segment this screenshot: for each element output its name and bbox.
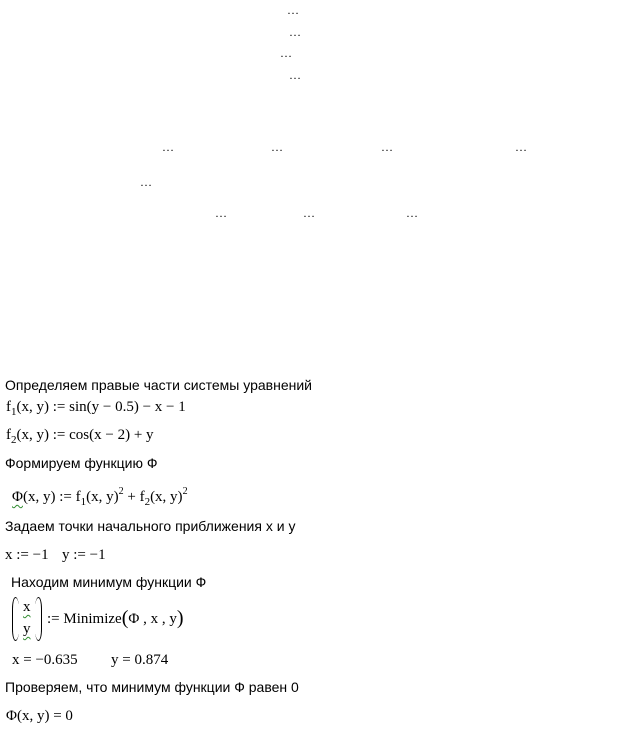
comment-check-zero: Проверяем, что минимум функции Ф равен 0	[5, 679, 299, 695]
collapsed-region-marker[interactable]: …	[381, 140, 393, 154]
collapsed-region-marker[interactable]: …	[406, 206, 418, 220]
phi-term1-subscript: 1	[80, 496, 87, 508]
collapsed-region-marker[interactable]: …	[515, 140, 527, 154]
comment-initial-point: Задаем точки начального приближения x и y	[5, 518, 296, 534]
vector-x: x	[23, 599, 31, 615]
f2-args: (x, y) :=	[16, 427, 70, 443]
minimize-assign: := Minimize	[47, 611, 122, 627]
collapsed-region-marker[interactable]: …	[289, 25, 301, 39]
phi-term1: f	[75, 489, 81, 505]
comment-define-rhs: Определяем правые части системы уравнений	[5, 377, 312, 393]
comment-find-minimum: Находим минимум функции Ф	[11, 574, 207, 590]
collapsed-region-marker[interactable]: …	[162, 140, 174, 154]
phi-term2-power: 2	[182, 486, 188, 497]
f1-rhs: sin(y − 0.5) − x − 1	[69, 399, 186, 415]
collapsed-region-marker[interactable]: …	[287, 3, 299, 17]
vector-y: y	[23, 621, 31, 637]
phi-term1-args: (x, y)	[86, 489, 119, 505]
vector-right-paren	[35, 597, 42, 641]
collapsed-region-marker[interactable]: …	[271, 140, 283, 154]
collapsed-region-marker[interactable]: …	[303, 206, 315, 220]
f2-subscript: 2	[11, 434, 17, 446]
f2-name: f	[6, 427, 11, 443]
collapsed-region-marker[interactable]: …	[215, 206, 227, 220]
phi-def-args: (x, y) :=	[22, 489, 76, 505]
collapsed-region-marker[interactable]: …	[140, 175, 152, 189]
comment-form-function: Формируем функцию Ф	[5, 455, 158, 471]
phi-term1-power: 2	[118, 486, 124, 497]
f1-definition[interactable]	[6, 398, 186, 417]
minimize-args: Φ , x , y	[128, 611, 177, 627]
minimize-open-paren: (	[121, 607, 129, 629]
phi-term2-args: (x, y)	[150, 489, 183, 505]
f2-definition[interactable]	[6, 426, 154, 445]
check-expression[interactable]: Φ(x, y) = 0	[6, 708, 73, 724]
vector-left-paren	[12, 597, 19, 641]
f1-subscript: 1	[11, 406, 17, 418]
f1-args: (x, y) :=	[16, 399, 70, 415]
collapsed-region-marker[interactable]: …	[280, 46, 292, 60]
phi-term2-subscript: 2	[144, 496, 151, 508]
f1-name: f	[6, 399, 11, 415]
collapsed-region-marker[interactable]: …	[289, 68, 301, 82]
minimize-call[interactable]	[47, 608, 184, 628]
result-x[interactable]: x = −0.635	[12, 652, 78, 668]
f2-rhs: cos(x − 2) + y	[69, 427, 154, 443]
phi-plus: +	[123, 489, 140, 505]
result-vector[interactable]	[12, 597, 42, 641]
phi-definition[interactable]	[12, 488, 188, 508]
phi-term2: f	[139, 489, 145, 505]
initial-x[interactable]: x := −1	[5, 547, 49, 563]
initial-y[interactable]: y := −1	[62, 547, 106, 563]
result-y[interactable]: y = 0.874	[111, 652, 169, 668]
minimize-close-paren: )	[176, 607, 184, 629]
phi-symbol: Φ	[12, 489, 23, 505]
